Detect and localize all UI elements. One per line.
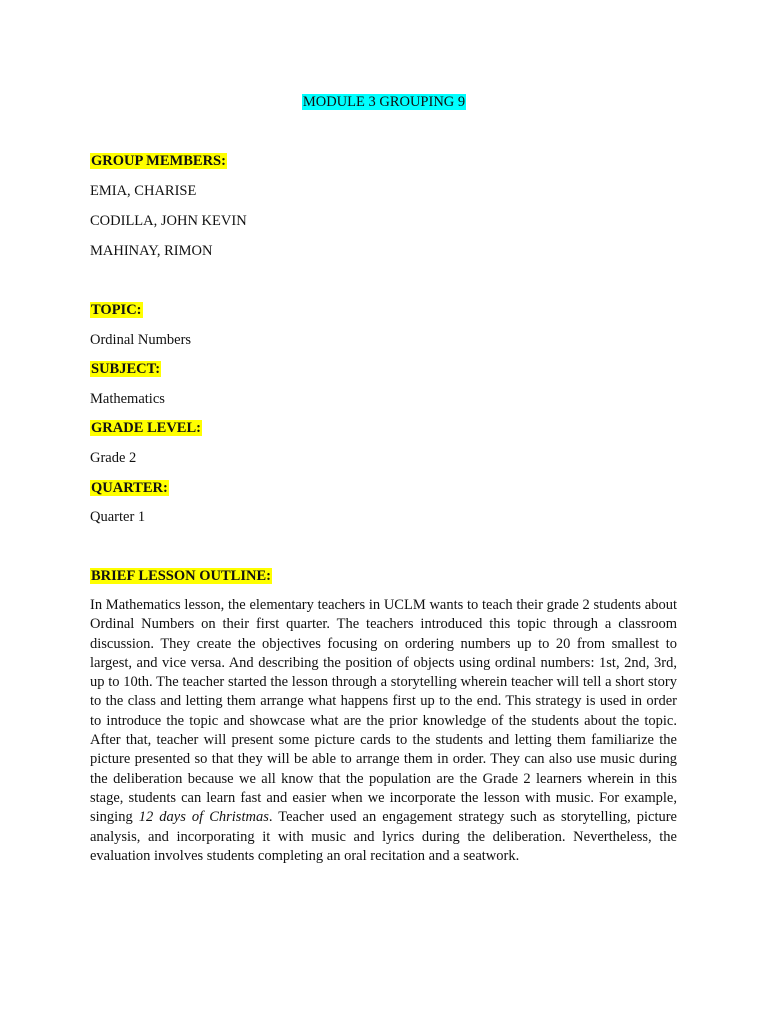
- subject-heading: SUBJECT:: [91, 361, 161, 377]
- topic-value: Ordinal Numbers: [90, 332, 192, 348]
- subject-value: Mathematics: [90, 391, 165, 407]
- member-name: MAHINAY, RIMON: [90, 243, 213, 259]
- member-name: CODILLA, JOHN KEVIN: [90, 213, 247, 229]
- document-title: [0, 93, 768, 111]
- title-text: MODULE 3 GROUPING 9: [302, 94, 466, 110]
- quarter-value: Quarter 1: [90, 509, 146, 525]
- lesson-outline-heading: BRIEF LESSON OUTLINE:: [91, 568, 271, 584]
- quarter-heading: QUARTER:: [91, 480, 168, 496]
- group-members-heading: GROUP MEMBERS:: [91, 153, 226, 169]
- grade-level-heading: GRADE LEVEL:: [91, 420, 201, 436]
- member-name: EMIA, CHARISE: [90, 183, 197, 199]
- song-title: 12 days of Christmas: [138, 809, 269, 826]
- lesson-outline-paragraph: In Mathematics lesson, the elementary teachers in UCLM wants to teach their grade 2 students about Ordinal Numbers on their first quarter. The teachers introduced this topic through a classroom discussion. They create the objectives focusing on ordering numbers up to 20 from smallest to largest, and vice versa. And describing the position of objects using ordinal numbers: 1st, 2nd, 3rd, up to 10th. The teacher started the lesson through a storytelling wherein teacher will tell a short story to the class and letting them arrange what happens first up to the end. This strategy is used in order to introduce the topic and showcase what are the prior knowledge of the students about the topic. After that, teacher will present some picture cards to the students and letting them familiarize the picture presented so that they will be able to arrange them in order. They can also use music during the deliberation because we all know that the population are the Grade 2 learners wherein in this stage, students can learn fast and easier when we incorporate the lesson with music. For example, singing 12 days of Christmas. Teacher used an engagement strategy such as storytelling, picture analysis, and incorporating it with music and lyrics during the deliberation. Nevertheless, the evaluation involves students completing an oral recitation and a seatwork.: [90, 597, 677, 864]
- grade-level-value: Grade 2: [90, 450, 137, 466]
- topic-heading: TOPIC:: [91, 302, 142, 318]
